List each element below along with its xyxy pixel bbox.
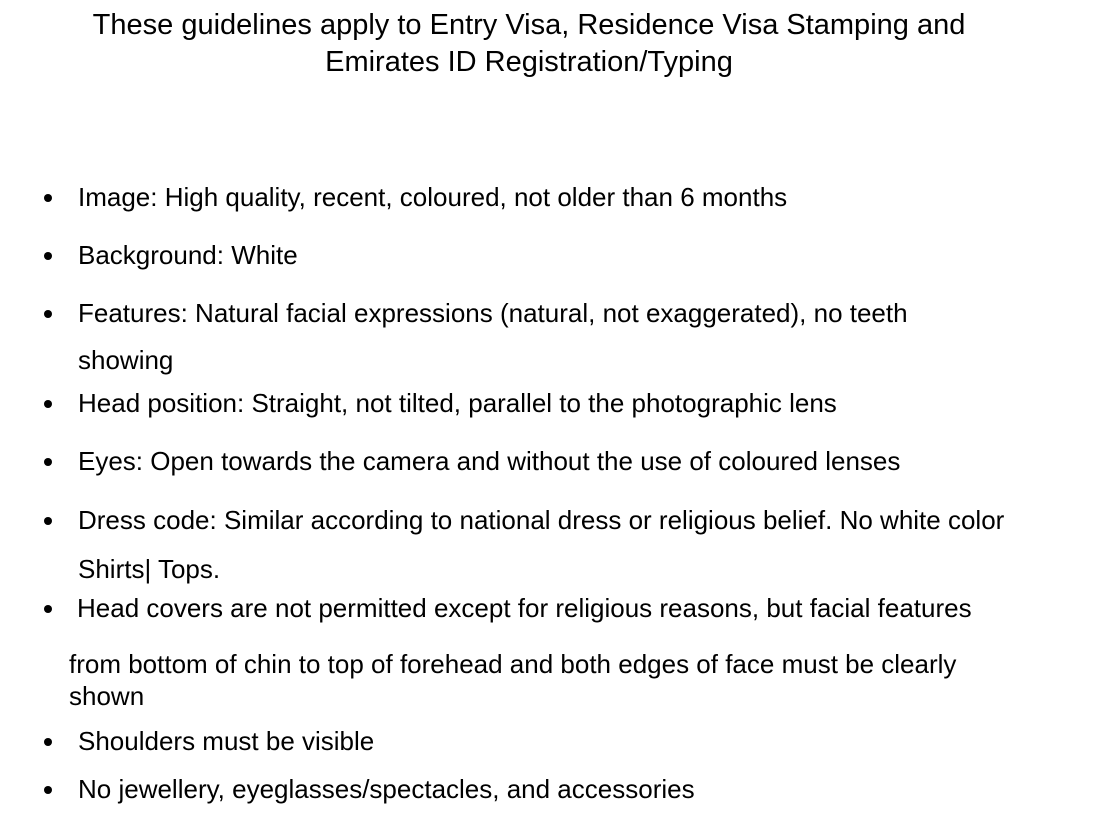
guideline-head-covers-end: shown <box>69 681 145 711</box>
bullet-icon <box>41 513 57 529</box>
guideline-dress-code-continued: Shirts| Tops. <box>78 554 221 584</box>
guideline-accessories: No jewellery, eyeglasses/spectacles, and accessories <box>78 774 695 804</box>
bullet-icon <box>41 306 57 322</box>
bullet-icon <box>41 454 57 470</box>
guideline-head-covers-continued: from bottom of chin to top of forehead and both edges of face must be clearly <box>69 649 957 679</box>
guideline-dress-code: Dress code: Similar according to national dress or religious belief. No white color <box>78 505 1005 535</box>
bullet-icon <box>41 782 57 798</box>
guideline-head-covers: Head covers are not permitted except for religious reasons, but facial features <box>77 593 972 623</box>
bullet-icon <box>41 190 57 206</box>
bullet-icon <box>41 396 57 412</box>
guideline-features-continued: showing <box>78 345 174 375</box>
guideline-features: Features: Natural facial expressions (natural, not exaggerated), no teeth <box>78 298 908 328</box>
bullet-icon <box>41 248 57 264</box>
page-title-line-2: Emirates ID Registration/Typing <box>325 46 733 78</box>
guideline-shoulders: Shoulders must be visible <box>78 726 375 756</box>
bullet-icon <box>41 734 57 750</box>
guideline-head-position: Head position: Straight, not tilted, parallel to the photographic lens <box>78 388 837 418</box>
bullet-icon <box>41 601 57 617</box>
guideline-background: Background: White <box>78 240 298 270</box>
guideline-image: Image: High quality, recent, coloured, not older than 6 months <box>78 182 788 212</box>
page-title-line-1: These guidelines apply to Entry Visa, Residence Visa Stamping and <box>92 9 966 41</box>
guideline-eyes: Eyes: Open towards the camera and without the use of coloured lenses <box>78 446 901 476</box>
